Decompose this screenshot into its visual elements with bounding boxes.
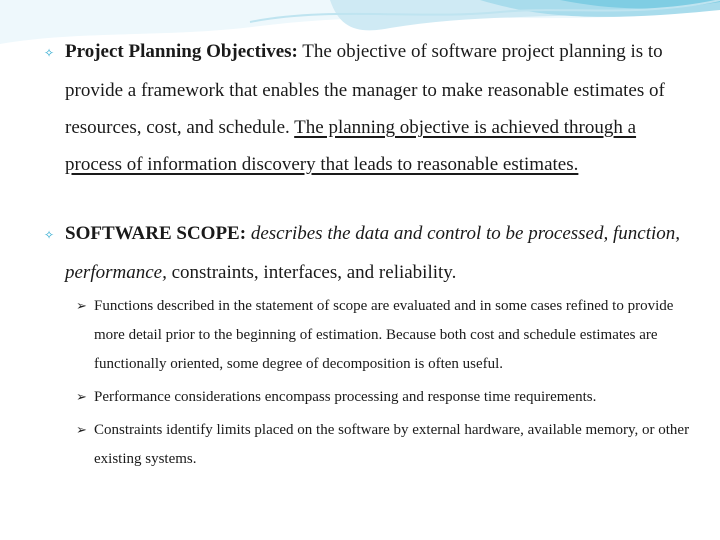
scope-italic-text: describes the data and control to be processed, function, performance, bbox=[65, 223, 681, 283]
list-item bbox=[76, 382, 696, 412]
scope-text: constraints, interfaces, and reliability. bbox=[166, 262, 457, 283]
scope-sub-list bbox=[76, 291, 696, 477]
sub-item-text: Constraints identify limits placed on the software by external hardware, available memory, or other existing systems. bbox=[94, 422, 690, 467]
arrow-bullet-icon: ➢ bbox=[76, 422, 87, 437]
arrow-bullet-icon: ➢ bbox=[76, 389, 87, 404]
planning-underlined-text: The planning objective is achieved through a process of information discovery that leads to reasonable estimates. bbox=[65, 117, 637, 175]
list-item bbox=[76, 291, 696, 379]
planning-text: The objective of software project planning is to provide a framework that enables the manager to make reasonable estimates of resources, cost, and schedule. bbox=[65, 41, 665, 138]
wave-bullet-icon: ✧ bbox=[44, 228, 55, 242]
wave-bullet-icon: ✧ bbox=[44, 46, 55, 60]
sub-item-text: Performance considerations encompass processing and response time requirements. bbox=[94, 389, 597, 405]
sub-item-text: Functions described in the statement of scope are evaluated and in some cases refined to provide more detail prior to the beginning of estimation. Because both cost and schedule estimates are functionally oriented, some degree of decomposition is often useful. bbox=[94, 298, 674, 372]
list-item bbox=[76, 415, 696, 474]
planning-objectives-paragraph bbox=[44, 33, 694, 183]
scope-label: SOFTWARE SCOPE: bbox=[65, 223, 247, 244]
arrow-bullet-icon: ➢ bbox=[76, 298, 87, 313]
planning-label: Project Planning Objectives: bbox=[65, 41, 298, 62]
software-scope-paragraph bbox=[44, 215, 694, 291]
